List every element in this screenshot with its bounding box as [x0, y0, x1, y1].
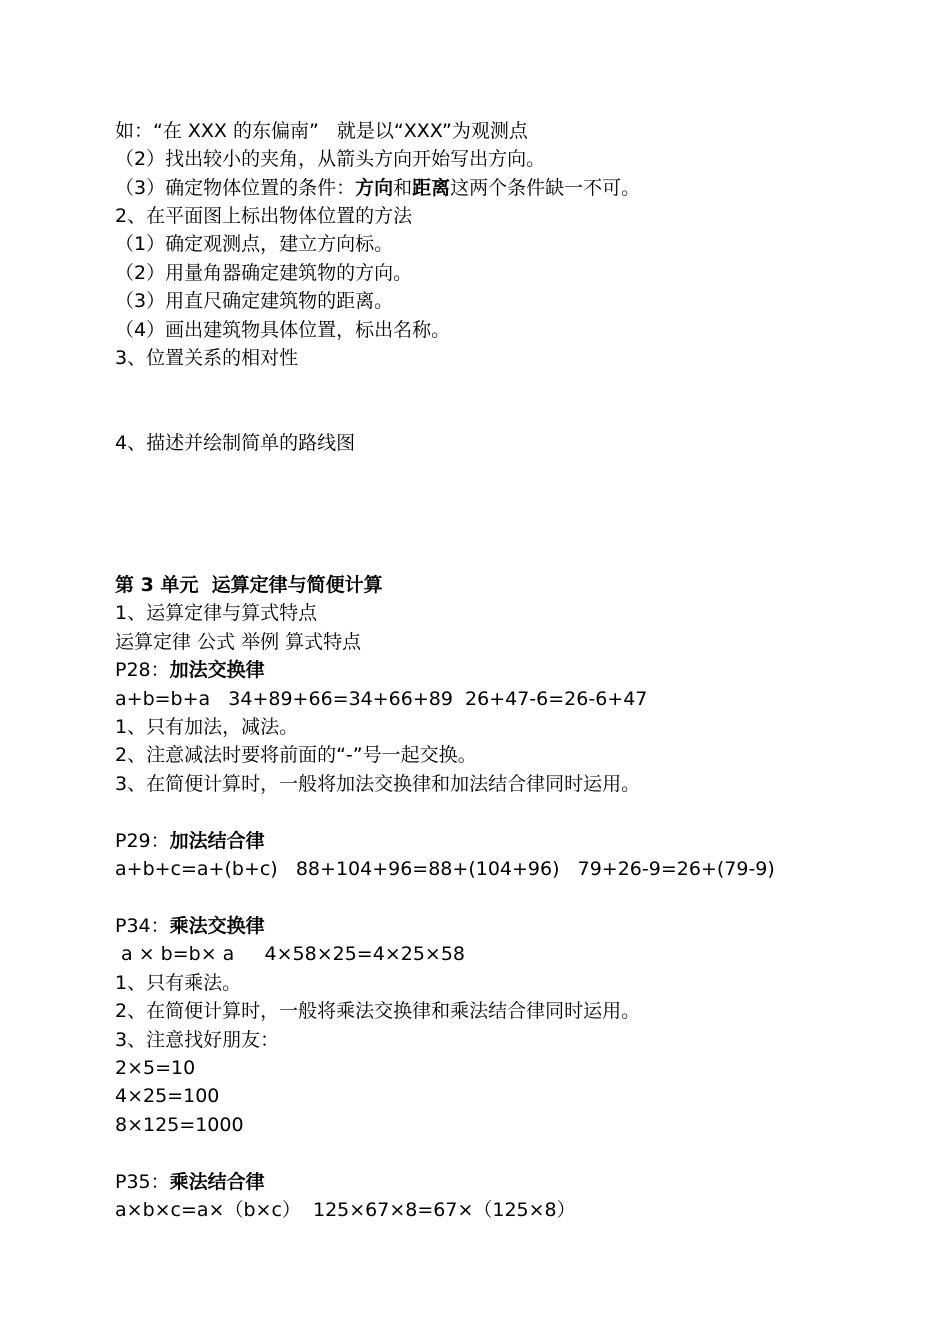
unit-3-subheading: 1、运算定律与算式特点	[115, 602, 318, 624]
p28-heading	[115, 656, 265, 684]
p28-note-1: 1、只有加法，减法。	[115, 716, 299, 738]
p34-note-1: 1、只有乘法。	[115, 972, 242, 994]
step-2-find-angle: （2）找出较小的夹角，从箭头方向开始写出方向。	[115, 148, 546, 170]
p28-note-2: 2、注意减法时要将前面的“-”号一起交换。	[115, 744, 477, 766]
keyword-distance: 距离	[412, 177, 451, 199]
p29-heading	[115, 827, 265, 855]
method-step-1: （1）确定观测点，建立方向标。	[115, 233, 394, 255]
p34-note-3: 3、注意找好朋友：	[115, 1029, 280, 1051]
p28-note-3: 3、在简便计算时，一般将加法交换律和加法结合律同时运用。	[115, 773, 641, 795]
p35-heading	[115, 1168, 265, 1196]
friend-pair-3: 8×125=1000	[115, 1114, 244, 1136]
step-3-position-conditions	[115, 174, 640, 202]
p35-formula: a×b×c=a×（b×c） 125×67×8=67×（125×8）	[115, 1199, 576, 1221]
p34-page-ref: P34：	[115, 915, 170, 937]
p29-formula: a+b+c=a+(b+c) 88+104+96=88+(104+96) 79+26-9=26+(79-9)	[115, 858, 775, 880]
keyword-direction: 方向	[355, 177, 394, 199]
heading-relative-position: 3、位置关系的相对性	[115, 347, 299, 369]
p35-page-ref: P35：	[115, 1171, 170, 1193]
p28-law-name: 加法交换律	[169, 659, 265, 681]
p34-note-2: 2、在简便计算时，一般将乘法交换律和乘法结合律同时运用。	[115, 1000, 641, 1022]
p29-law-name: 加法结合律	[169, 830, 265, 852]
step-3-prefix: （3）确定物体位置的条件：	[115, 177, 356, 199]
step-3-suffix: 这两个条件缺一不可。	[450, 177, 641, 199]
friend-pair-1: 2×5=10	[115, 1057, 196, 1079]
unit-3-title: 第 3 单元 运算定律与简便计算	[115, 574, 383, 596]
law-table-header: 运算定律 公式 举例 算式特点	[115, 631, 362, 653]
p34-law-name: 乘法交换律	[169, 915, 265, 937]
p34-formula: a × b=b× a 4×58×25=4×25×58	[115, 943, 466, 965]
p28-formula: a+b=b+a 34+89+66=34+66+89 26+47-6=26-6+47	[115, 688, 648, 710]
friend-pair-2: 4×25=100	[115, 1085, 220, 1107]
heading-mark-position-method: 2、在平面图上标出物体位置的方法	[115, 205, 413, 227]
method-step-2: （2）用量角器确定建筑物的方向。	[115, 262, 413, 284]
p28-page-ref: P28：	[115, 659, 170, 681]
p29-page-ref: P29：	[115, 830, 170, 852]
observation-point-example: 如：“在 XXX 的东偏南” 就是以“XXX”为观测点	[115, 120, 528, 142]
heading-route-map: 4、描述并绘制简单的路线图	[115, 432, 356, 454]
method-step-3: （3）用直尺确定建筑物的距离。	[115, 290, 394, 312]
p34-heading	[115, 912, 265, 940]
step-3-conjunction: 和	[393, 177, 413, 199]
p35-law-name: 乘法结合律	[169, 1171, 265, 1193]
method-step-4: （4）画出建筑物具体位置，标出名称。	[115, 319, 451, 341]
